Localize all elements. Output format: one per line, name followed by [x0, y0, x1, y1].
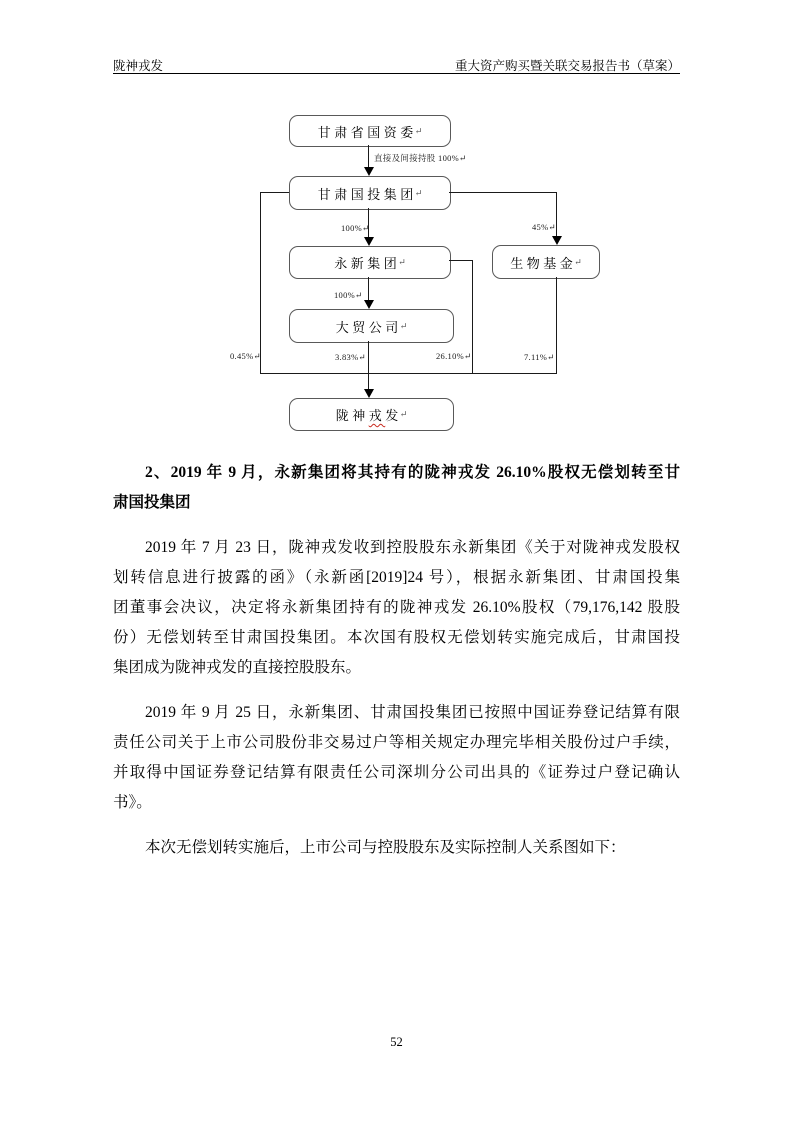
- arrow-down-icon: [364, 389, 374, 398]
- edge-label-45-biofund: 45%↵: [532, 222, 556, 232]
- return-mark-icon: ↵: [414, 187, 423, 198]
- return-mark-icon: ↵: [399, 409, 408, 419]
- edge-gitic-left-hline: [260, 192, 289, 193]
- paragraph-line: 集团成为陇神戎发的直接控股股东。: [113, 659, 362, 676]
- node-yongxin-group: [289, 246, 451, 279]
- edge-gitic-left-vline: [260, 192, 261, 373]
- edge-gitic-biofund-hline: [449, 192, 556, 193]
- header-company-name: 陇神戎发: [113, 59, 164, 73]
- edge-gitic-biofund-vline: [556, 192, 557, 236]
- arrow-down-icon: [552, 236, 562, 245]
- paragraph-line: 团董事会决议，决定将永新集团持有的陇神戎发 26.10%股权（79,176,142 股股: [113, 599, 680, 616]
- edge-label-26-10: 26.10%↵: [436, 351, 472, 361]
- return-mark-icon: ↵: [399, 320, 408, 331]
- paragraph-line: 本次无偿划转实施后，上市公司与控股股东及实际控制人关系图如下：: [145, 839, 626, 856]
- edge-label-100-gitic-yongxin: 100%↵: [341, 223, 370, 233]
- edge-yongxin-damao-line: [368, 277, 369, 300]
- header-divider: [113, 73, 680, 74]
- heading-line: 肃国投集团: [113, 494, 191, 511]
- paragraph-line: 责任公司关于上市公司股份非交易过户等相关规定办理完毕相关股份过户手续，: [113, 734, 680, 751]
- node-gansu-gitic-label: 甘肃国投集团: [317, 186, 417, 202]
- node-gansu-gitic: [289, 176, 451, 210]
- arrow-down-icon: [364, 167, 374, 176]
- return-mark-icon: ↵: [398, 257, 406, 267]
- paragraph-line: 2019 年 9 月 25 日，永新集团、甘肃国投集团已按照中国证券登记结算有限: [145, 704, 680, 721]
- header-report-title: 重大资产购买暨关联交易报告书（草案）: [454, 59, 680, 73]
- edge-label-3-83: 3.83%↵: [335, 352, 366, 362]
- node-bio-fund-label: 生物基金: [510, 255, 577, 271]
- edge-label-0-45: 0.45%↵: [230, 351, 261, 361]
- paragraph-line: 并取得中国证券登记结算有限责任公司深圳分公司出具的《证券过户登记确认: [113, 764, 680, 781]
- paragraph-relation-intro: [113, 833, 680, 863]
- node-gansu-sasac: [289, 115, 451, 147]
- edge-biofund-down-line: [556, 277, 557, 373]
- edge-label-7-11: 7.11%↵: [524, 352, 555, 362]
- return-mark-icon: ↵: [414, 125, 423, 136]
- node-gansu-sasac-label: 甘肃省国资委: [317, 124, 417, 140]
- edge-collector-hline: [260, 373, 557, 374]
- paragraph-transfer-notice: [113, 533, 680, 683]
- edge-sasac-gitic-line: [368, 145, 369, 167]
- return-mark-icon: ↵: [574, 256, 582, 267]
- paragraph-registration: [113, 698, 680, 818]
- arrow-down-icon: [364, 300, 374, 309]
- edge-yongxin-right-vline: [472, 260, 473, 373]
- paragraph-line: 份）无偿划转至甘肃国投集团。本次国有股权无偿划转实施完成后，甘肃国投: [113, 629, 680, 646]
- node-longshen-label-a: 陇神: [335, 408, 369, 423]
- heading-paragraph: [113, 458, 680, 518]
- edge-label-100-yongxin-damao: 100%↵: [334, 290, 363, 300]
- edge-label-direct-indirect-100: 直接及间接持股 100%↵: [374, 153, 467, 163]
- node-longshen-label-b: 发: [385, 408, 402, 423]
- paragraph-line: 2019 年 7 月 23 日，陇神戎发收到控股股东永新集团《关于对陇神戎发股权: [145, 539, 680, 556]
- node-longshen-rongfa: [289, 398, 454, 431]
- paragraph-line: 划转信息进行披露的函》（永新函[2019]24 号），根据永新集团、甘肃国投集: [113, 569, 680, 586]
- node-bio-fund: [492, 245, 600, 279]
- paragraph-line: 书》。: [113, 794, 152, 811]
- node-damao-company: [289, 309, 454, 343]
- edge-yongxin-right-hline: [449, 260, 472, 261]
- edge-damao-longshen-line: [368, 341, 369, 389]
- node-longshen-label-spellcheck: 戎: [368, 408, 386, 423]
- body-text: [113, 458, 680, 878]
- node-damao-company-label: 大贸公司: [335, 319, 402, 335]
- node-yongxin-group-label: 永新集团: [334, 256, 401, 271]
- arrow-down-icon: [364, 237, 374, 246]
- heading-line: 2、2019 年 9 月，永新集团将其持有的陇神戎发 26.10%股权无偿划转至甘: [145, 464, 680, 481]
- page-number: 52: [390, 1035, 403, 1049]
